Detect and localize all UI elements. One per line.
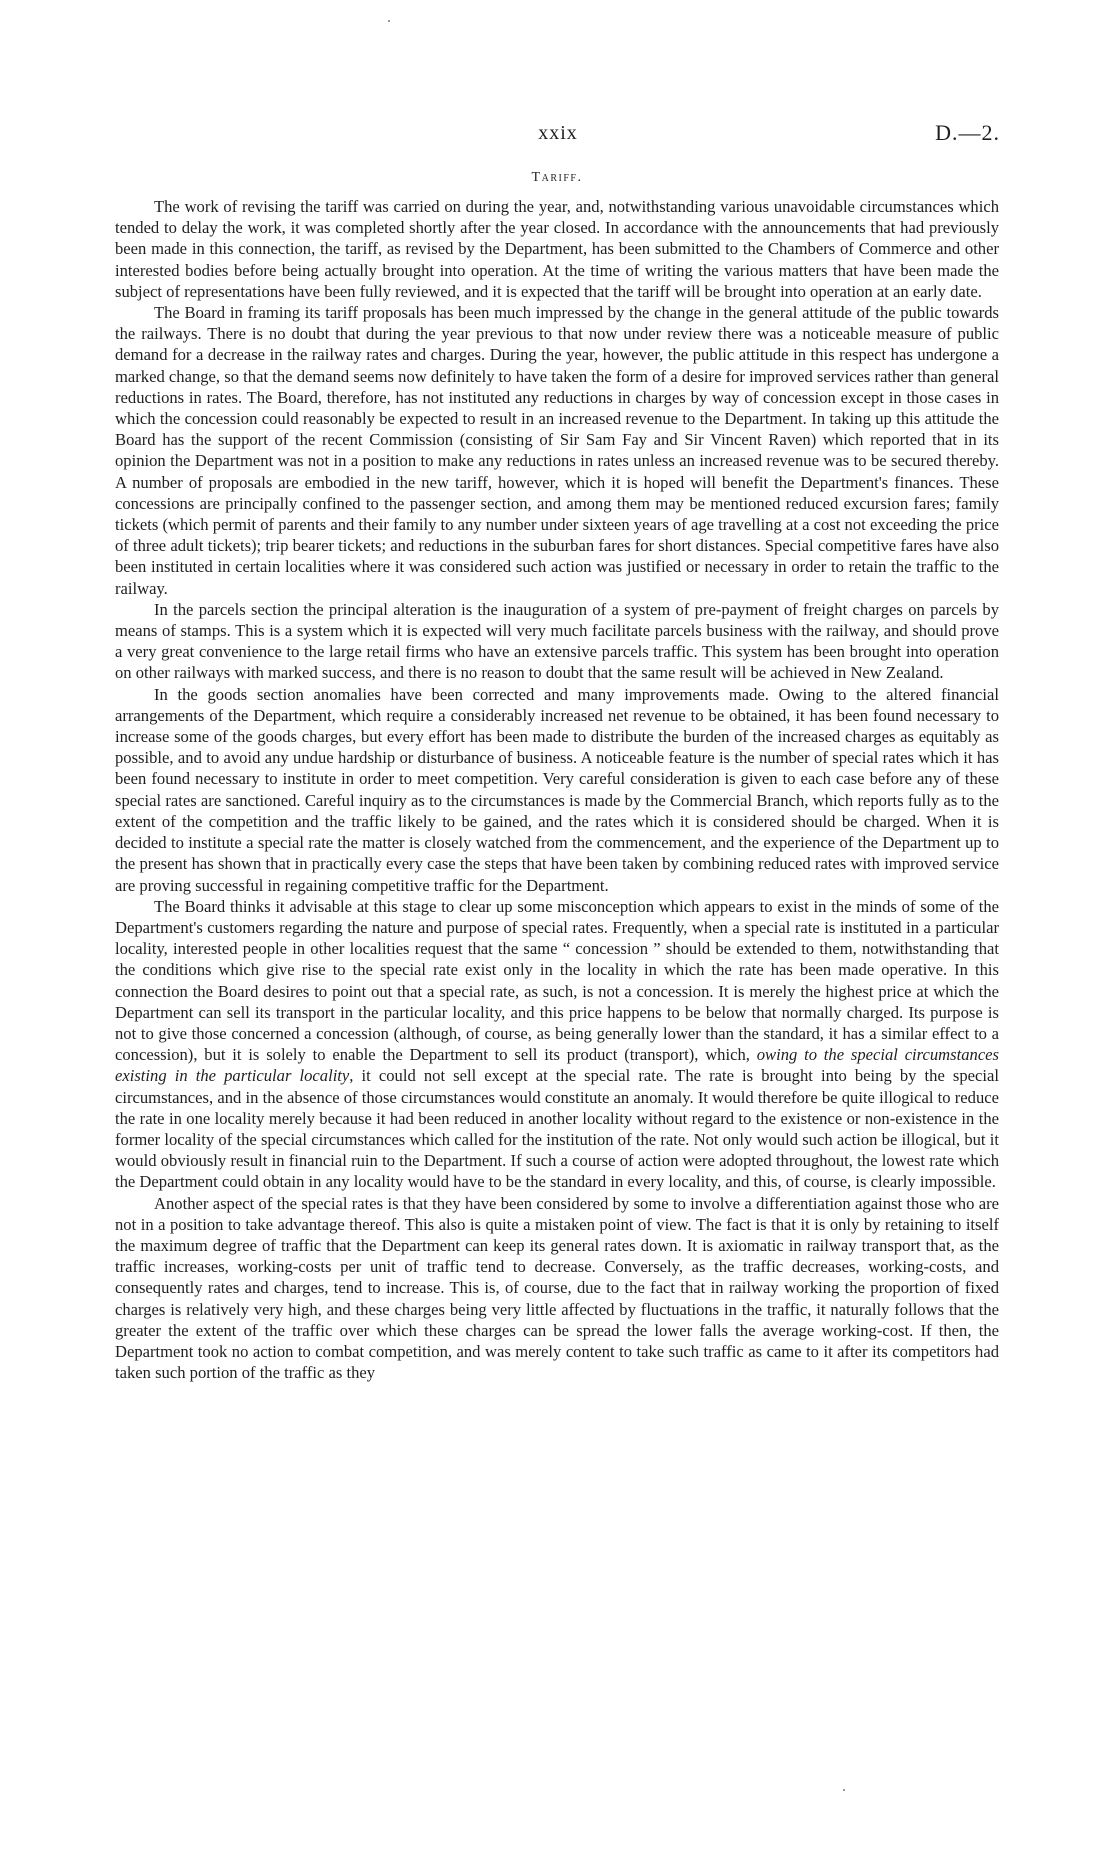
paragraph-text: The Board thinks it advisable at this stage to clear up some misconception which appears to exist in the minds of some of the Department's customers regarding the nature and purpose of special rates. Frequently, when a special rate is instituted in a particular locality, interested people in other localities request that the same “ concession ” should be extended to them, notwithstanding that the conditions which give rise to the special rate exist only in the locality in which the rate has been made operative. In this connection the Board desires to point out that a special rate, as such, is not a concession. It is merely the highest price at which the Department can sell its transport in the particular locality, and this price happens to be below that normally charged. Its purpose is not to give those concerned a concession (although, of course, as being generally lower than the standard, it has a similar effect to a concession), but it is solely to enable the Department to sell its product (transport), which, — [115, 896, 999, 1065]
section-title: Tariff. — [531, 170, 583, 185]
body-text — [115, 196, 999, 1383]
paragraph: In the parcels section the principal alteration is the inauguration of a system of pre-payment of freight charges on parcels by means of stamps. This is a system which it is expected will very much facilitate parcels business with the railway, and should prove a very great convenience to the large retail firms who have an extensive parcels traffic. This system has been brought into operation on other railways with marked success, and there is no reason to doubt that the same result will be achieved in New Zealand. — [115, 599, 999, 683]
scan-speck — [388, 20, 390, 22]
page-number: xxix — [538, 122, 578, 144]
paragraph-text: , it could not sell except at the special rate. The rate is brought into being by the special circumstances, and in the absence of those circumstances would constitute an anomaly. It would therefore be quite illogical to reduce the rate in one locality merely because it had been reduced in another locality without regard to the existence or non-existence in the former locality of the special circumstances which called for the institution of the rate. Not only would such action be illogical, but it would obviously result in financial ruin to the Department. If such a course of action were adopted throughout, the lowest rate which the Department could obtain in any locality would have to be the standard in every locality, and this, of course, is clearly impossible. — [115, 1066, 999, 1192]
document-reference: D.—2. — [935, 120, 1000, 145]
paragraph: The work of revising the tariff was carried on during the year, and, notwithstanding various unavoidable circumstances which tended to delay the work, it was completed shortly after the year closed. In accordance with the announcements that had previously been made in this connection, the tariff, as revised by the Department, has been submitted to the Chambers of Commerce and other interested bodies before being actually brought into operation. At the time of writing the various matters that have been made the subject of representations have been fully reviewed, and it is expected that the tariff will be brought into operation at an early date. — [115, 197, 999, 301]
paragraph: The Board in framing its tariff proposals has been much impressed by the change in the general attitude of the public towards the railways. There is no doubt that during the year previous to that now under review there was a noticeable measure of public demand for a decrease in the railway rates and charges. During the year, however, the public attitude in this respect has undergone a marked change, so that the demand seems now definitely to have taken the form of a desire for improved services rather than general reductions in rates. The Board, therefore, has not instituted any reductions in charges by way of concession except in those cases in which the concession could reasonably be expected to result in an increased revenue to the Department. In taking up this attitude the Board has the support of the recent Commission (consisting of Sir Sam Fay and Sir Vincent Raven) which reported that in its opinion the Department was not in a position to make any reductions in rates unless an increased revenue was to be secured thereby. A number of proposals are embodied in the new tariff, however, which it is hoped will benefit the Department's finances. These concessions are principally confined to the passenger section, and among them may be mentioned reduced excursion fares; family tickets (which permit of parents and their family to any number under sixteen years of age travelling at a cost not exceeding the price of three adult tickets); trip bearer tickets; and reductions in the suburban fares for short distances. Special competitive fares have also been instituted in certain localities where it was considered such action was justified or necessary in order to retain the traffic to the railway. — [115, 303, 999, 598]
running-head — [116, 120, 1000, 150]
scan-speck — [843, 1789, 845, 1791]
paragraph: In the goods section anomalies have been corrected and many improvements made. Owing to the altered financial arrangements of the Department, which require a considerably increased net revenue to be obtained, it has been found necessary to increase some of the goods charges, but every effort has been made to distribute the burden of the increased charges as equitably as possible, and to avoid any undue hardship or disturbance of business. A noticeable feature is the number of special rates which it has been found necessary to institute in order to meet competition. Very careful consideration is given to each case before any of these special rates are sanctioned. Careful inquiry as to the circumstances is made by the Commercial Branch, which reports fully as to the extent of the competition and the traffic likely to be gained, and the rates which it is considered should be charged. When it is decided to institute a special rate the matter is closely watched from the commencement, and the experience of the Department up to the present has shown that in practically every case the steps that have been taken by combining reduced rates with improved service are proving successful in regaining competitive traffic for the Department. — [115, 684, 999, 895]
italic-phrase: owing to the special circumstances existing in the particular locality — [115, 1045, 1000, 1086]
paragraph: Another aspect of the special rates is that they have been considered by some to involve a differentiation against those who are not in a position to take advantage thereof. This also is quite a mistaken point of view. The fact is that it is only by retaining to itself the maximum degree of traffic that the Department can keep its general rates down. It is axiomatic in railway transport that, as the traffic increases, working-costs per unit of traffic tend to decrease. Conversely, as the traffic decreases, working-costs, and consequently rates and charges, tend to increase. This is, of course, due to the fact that in railway working the proportion of fixed charges is relatively very high, and these charges being very little affected by fluctuations in the traffic, it naturally follows that the greater the extent of the traffic over which these charges can be spread the lower falls the average working-cost. If then, the Department took no action to combat competition, and was merely content to take such traffic as came to it after its competitors had taken such portion of the traffic as they — [115, 1193, 999, 1383]
paragraph — [115, 896, 999, 1193]
